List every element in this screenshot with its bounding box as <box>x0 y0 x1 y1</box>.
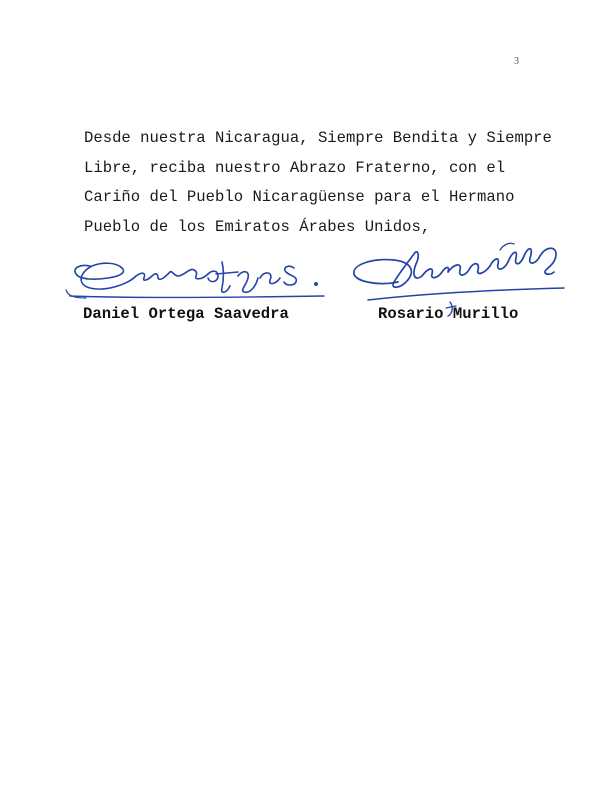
letter-body <box>84 124 552 242</box>
page-number: 3 <box>514 56 519 67</box>
letter-line: Libre, reciba nuestro Abrazo Fraterno, con el <box>84 158 506 177</box>
signatory-name: Rosario Murillo <box>378 305 519 323</box>
letter-line: Desde nuestra Nicaragua, Siempre Bendita y Siempre <box>84 129 552 147</box>
signatory-name: Daniel Ortega Saavedra <box>83 305 289 323</box>
letter-line: Cariño del Pueblo Nicaragüense para el Hermano <box>84 188 515 206</box>
letter-line: Pueblo de los Emiratos Árabes Unidos, <box>84 217 431 236</box>
signature-daniel-ortega <box>62 250 332 306</box>
